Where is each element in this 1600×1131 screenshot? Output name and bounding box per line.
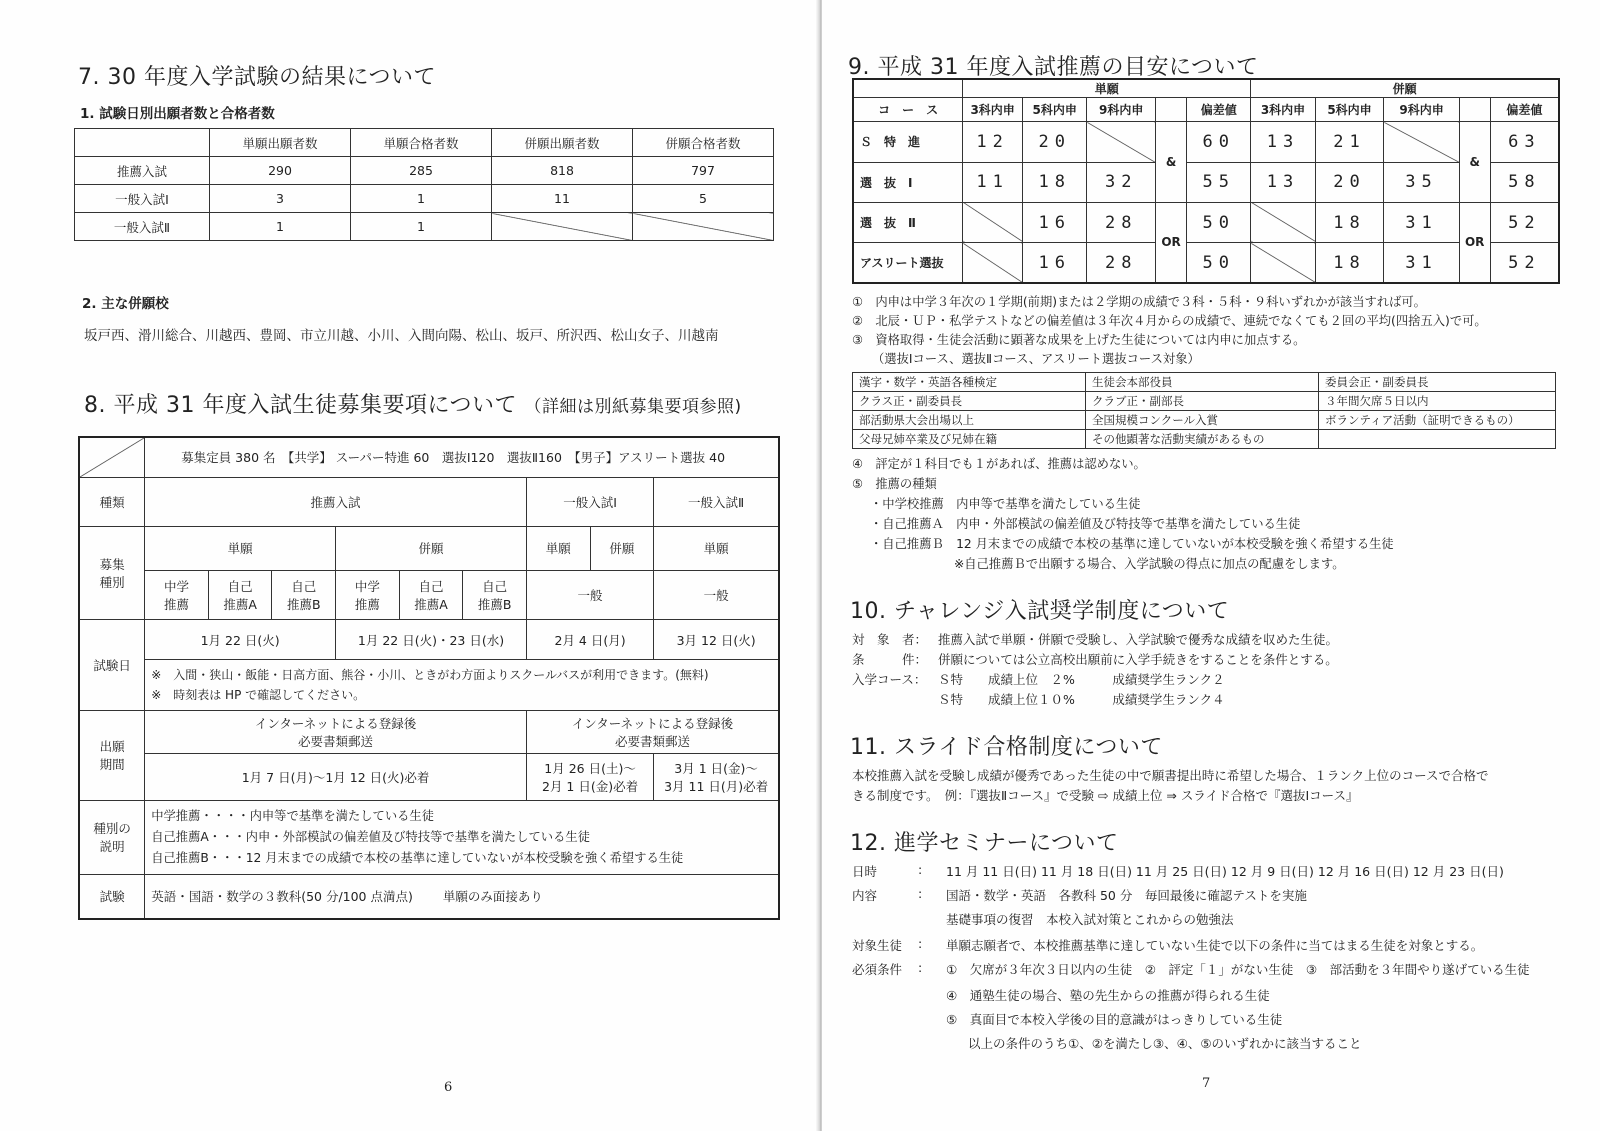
row-label: 推薦入試 [75, 157, 210, 185]
page-number: 6 [444, 1080, 453, 1095]
table-row [853, 162, 1559, 202]
katen-item: 漢字・数学・英語各種検定 [853, 373, 1086, 392]
col-header: 3科内申 [963, 98, 1023, 122]
section-10-title: 10. チャレンジ入試奨学制度について [850, 599, 1230, 624]
col-header: 9科内申 [1087, 98, 1156, 122]
empty-cell [1087, 122, 1156, 162]
cell: 31 [1384, 243, 1459, 283]
capacity: 募集定員 380 名 【共学】 スーパー特進 60 選抜Ⅰ120 選抜Ⅱ160 【男子】アスリート選抜 40 [145, 437, 779, 477]
section-7-subtitle-2: 2. 主な併願校 [82, 296, 169, 312]
connector-header [1156, 98, 1187, 122]
katen-item: ３年間欠席５日以内 [1319, 392, 1556, 411]
line: インターネットによる登録後 [571, 716, 734, 732]
line: 推薦 [354, 597, 380, 613]
cell: 31 [1384, 202, 1459, 242]
label-setsumei [79, 800, 145, 874]
empty-cell [1251, 202, 1315, 242]
bus-notes [145, 660, 779, 711]
application-period: 1月 7 日(月)～1月 12 日(火)必着 [145, 753, 527, 800]
row-label: 一般入試Ⅱ [75, 213, 210, 241]
line: 自己 [291, 579, 317, 595]
katen-item: ボランティア活動（証明できるもの） [1319, 411, 1556, 430]
tangan-header: 単願 [963, 79, 1251, 98]
meyasu-table [852, 78, 1560, 284]
cell: 818 [492, 157, 633, 185]
cell: 290 [210, 157, 351, 185]
s12-hissu-label: 必須条件 [852, 962, 903, 977]
cell: 28 [1087, 202, 1156, 242]
cell: 18 [1315, 243, 1384, 283]
s12-naiyo-2: 基礎事項の復習 本校入試対策とこれからの勉強法 [946, 912, 1234, 927]
note-1: ① 内申は中学３年次の１学期(前期)または２学期の成績で３科・５科・９科いずれかが該当すれば可。 [852, 295, 1426, 309]
cell: 20 [1023, 122, 1087, 162]
subjects: 英語・国語・数学の３教科(50 分/100 点満点) [151, 889, 413, 905]
cell: 11 [963, 162, 1023, 202]
or-connector: OR [1459, 202, 1490, 283]
cell: 797 [633, 157, 774, 185]
type-ippan: 一般 [526, 571, 653, 620]
tangan: 単願 [654, 526, 779, 571]
katen-item: 生徒会本部役員 [1086, 373, 1319, 392]
tangan: 単願 [145, 526, 336, 571]
cell: 32 [1087, 162, 1156, 202]
course-name: Ｓ 特 進 [853, 122, 963, 162]
results-header: 単願出願者数 [210, 129, 351, 157]
cell: 5 [633, 185, 774, 213]
cell: 1 [351, 185, 492, 213]
section-7-subtitle-1: 1. 試験日別出願者数と合格者数 [80, 106, 275, 122]
label-boshu-shubetsu [79, 526, 145, 619]
exam-date: 1月 22 日(火) [145, 620, 336, 660]
label-line: 種別の [93, 821, 131, 837]
table-row [75, 157, 774, 185]
s11-text-2: きる制度です。 例：『選抜Ⅱコース』で受験 ⇨ 成績上位 ⇒ スライド合格で『選抜Ⅰコース』 [852, 788, 1359, 803]
suisen-type: ・自己推薦Ｂ 12 月末までの成績で本校の基準に達していないが本校受験を強く希望する生徒 [870, 537, 1394, 551]
cell: 1 [210, 213, 351, 241]
results-header: 単願合格者数 [351, 129, 492, 157]
label-line: 種別 [99, 574, 125, 590]
s10-taisho: 推薦入試で単願・併願で受験し、入学試験で優秀な成績を収めた生徒。 [938, 632, 1339, 647]
cell: 58 [1490, 162, 1559, 202]
cell: 63 [1490, 122, 1559, 162]
section-8-title-text: 8. 平成 31 年度入試生徒募集要項について [84, 393, 518, 418]
course-header: コ ー ス [853, 98, 963, 122]
and-connector: & [1459, 122, 1490, 203]
s12-naiyo-label: 内容 [852, 888, 878, 903]
ippan2-header: 一般入試Ⅱ [654, 477, 779, 526]
empty-cell [633, 213, 774, 241]
suisen-header: 推薦入試 [145, 477, 527, 526]
line: 推薦 [163, 597, 189, 613]
or-connector: OR [1156, 202, 1187, 283]
col-header: 9科内申 [1384, 98, 1459, 122]
col-header: 偏差値 [1490, 98, 1559, 122]
tangan: 単願 [526, 526, 590, 571]
cell: 12 [963, 122, 1023, 162]
table-row [853, 202, 1559, 242]
exam-date: 3月 12 日(火) [654, 620, 779, 660]
col-header: 偏差値 [1187, 98, 1251, 122]
meyasu-corner [853, 79, 963, 98]
page-number: 7 [1202, 1076, 1211, 1091]
s10-course-1: Ｓ特 成績上位 ２% 成績奨学生ランク２ [938, 672, 1225, 687]
suisen-type: ・自己推薦Ａ 内申・外部模試の偏差値及び特技等で基準を満たしている生徒 [870, 517, 1301, 531]
cell: 21 [1315, 122, 1384, 162]
s12-nichiji-label: 日時 [852, 864, 878, 879]
label-shiken: 試験 [79, 874, 145, 919]
label-line: 期間 [99, 757, 125, 773]
katen-item: その他顕著な活動実績があるもの [1086, 430, 1319, 449]
cell: 50 [1187, 243, 1251, 283]
type-jikoB [463, 571, 527, 620]
s12-condition-summary: 以上の条件のうち①、②を満たし③、④、⑤のいずれかに該当すること [968, 1036, 1362, 1051]
label-line: 出願 [99, 739, 125, 755]
cell: 52 [1490, 243, 1559, 283]
katen-item: クラブ正・副部長 [1086, 392, 1319, 411]
note-3-sub: （選抜Ⅰコース、選抜Ⅱコース、アスリート選抜コース対象） [872, 352, 1200, 366]
bus-note: ※ 入間・狭山・飯能・日高方面、熊谷・小川、ときがわ方面よりスクールバスが利用できます。(無料) [151, 668, 709, 683]
suisen-type: ・中学校推薦 内申等で基準を満たしている生徒 [870, 497, 1141, 511]
heigan: 併願 [336, 526, 527, 571]
exam-subjects [145, 874, 779, 919]
section-7-title: 7. 30 年度入学試験の結果について [78, 65, 437, 90]
note-5: ⑤ 推薦の種類 [852, 477, 937, 491]
cell: 55 [1187, 162, 1251, 202]
type-jikoA [208, 571, 272, 620]
label-shutsugan [79, 711, 145, 800]
table-row [853, 243, 1559, 283]
note-3: ③ 資格取得・生徒会活動に顕著な成果を上げた生徒については内申に加点する。 [852, 333, 1306, 347]
cell: 28 [1087, 243, 1156, 283]
results-table [74, 128, 774, 241]
s12-condition: ① 欠席が３年次３日以内の生徒 ② 評定「１」がない生徒 ③ 部活動を３年間やり遂げている生徒 [946, 962, 1530, 977]
s12-taisho-label: 対象生徒 [852, 938, 903, 953]
type-jikoB [272, 571, 336, 620]
desc-line: 中学推薦・・・・内申等で基準を満たしている生徒 [151, 808, 435, 823]
results-corner [75, 129, 210, 157]
ippan1-header: 一般入試Ⅰ [526, 477, 653, 526]
cell: 60 [1187, 122, 1251, 162]
label-line: 募集 [99, 556, 125, 572]
katen-item: 部活動県大会出場以上 [853, 411, 1086, 430]
s10-course-label: 入学コース： [852, 672, 927, 687]
katen-item [1319, 430, 1556, 449]
empty-cell [492, 213, 633, 241]
application-period [654, 753, 779, 800]
exam-date: 2月 4 日(月) [526, 620, 653, 660]
cell: 16 [1023, 202, 1087, 242]
section-8-note: （詳細は別紙募集要項参照) [524, 397, 742, 417]
line: 自己 [418, 579, 444, 595]
katen-item: 委員会正・副委員長 [1319, 373, 1556, 392]
table-row [75, 185, 774, 213]
cell: 11 [492, 185, 633, 213]
course-name: アスリート選抜 [853, 243, 963, 283]
line: 中学 [354, 579, 380, 595]
label-line: 説明 [99, 839, 125, 855]
s10-joken: 併願については公立高校出願前に入学手続きをすることを条件とする。 [938, 652, 1338, 667]
heigan-header: 併願 [1251, 79, 1559, 98]
section-8-title [84, 388, 742, 419]
type-jikoA [399, 571, 463, 620]
s10-course-2: Ｓ特 成績上位１０% 成績奨学生ランク４ [938, 692, 1225, 707]
line: 2月 1 日(金)必着 [542, 778, 639, 794]
s12-condition: ④ 通塾生徒の場合、塾の先生からの推薦が得られる生徒 [946, 988, 1270, 1003]
cell: 35 [1384, 162, 1459, 202]
interview: 単願のみ面接あり [442, 889, 543, 905]
katen-table [852, 372, 1556, 449]
empty-cell [963, 243, 1023, 283]
section-11-title: 11. スライド合格制度について [850, 735, 1163, 760]
empty-cell [963, 202, 1023, 242]
label-shikenbi: 試験日 [79, 620, 145, 711]
course-name: 選 抜 Ⅱ [853, 202, 963, 242]
empty-cell [1384, 122, 1459, 162]
course-name: 選 抜 Ⅰ [853, 162, 963, 202]
cell: 13 [1251, 122, 1315, 162]
line: 中学 [163, 579, 189, 595]
katen-item: 父母兄姉卒業及び兄姉在籍 [853, 430, 1086, 449]
type-ippan: 一般 [654, 571, 779, 620]
line: 自己 [482, 579, 508, 595]
col-header: 5科内申 [1023, 98, 1087, 122]
cell: 1 [351, 213, 492, 241]
desc-line: 自己推薦A・・・内申・外部模試の偏差値及び特技等で基準を満たしている生徒 [151, 829, 590, 844]
exam-date: 1月 22 日(火)・23 日(水) [336, 620, 527, 660]
colon: : [918, 862, 923, 877]
s12-taisho: 単願志願者で、本校推薦基準に達していない生徒で以下の条件に当てはまる生徒を対象とする。 [946, 938, 1484, 953]
boshu-corner [79, 437, 145, 477]
and-connector: & [1156, 122, 1187, 203]
note-4: ④ 評定が１科目でも１があれば、推薦は認めない。 [852, 457, 1146, 471]
cell: 18 [1315, 202, 1384, 242]
katen-item: 全国規模コンクール入賞 [1086, 411, 1319, 430]
katen-item: クラス正・副委員長 [853, 392, 1086, 411]
col-header: 3科内申 [1251, 98, 1315, 122]
s12-naiyo-1: 国語・数学・英語 各教科 50 分 毎回最後に確認テストを実施 [946, 888, 1307, 903]
line: 1月 26 日(土)～ [544, 760, 636, 776]
connector-header [1459, 98, 1490, 122]
cell: 3 [210, 185, 351, 213]
cell: 13 [1251, 162, 1315, 202]
bus-note: ※ 時刻表は HP で確認してください。 [151, 688, 366, 703]
col-header: 5科内申 [1315, 98, 1384, 122]
s10-taisho-label: 対 象 者： [852, 632, 928, 647]
cell: 18 [1023, 162, 1087, 202]
boshu-table [78, 436, 780, 920]
cell: 16 [1023, 243, 1087, 283]
results-header: 併願合格者数 [633, 129, 774, 157]
empty-cell [1251, 243, 1315, 283]
line: 必要書類郵送 [298, 734, 374, 750]
label-shurui: 種類 [79, 477, 145, 526]
note-2: ② 北辰・ＵＰ・私学テストなどの偏差値は３年次４月からの成績で、連続でなくても２回の平均(四捨五入)で可。 [852, 314, 1487, 328]
schools-list: 坂戸西、滑川総合、川越西、豊岡、市立川越、小川、入間向陽、松山、坂戸、所沢西、松山女子、川越南 [84, 328, 719, 344]
s11-text-1: 本校推薦入試を受験し成績が優秀であった生徒の中で願書提出時に希望した場合、１ランク上位のコースで合格で [852, 768, 1489, 783]
desc-line: 自己推薦B・・・12 月末までの成績で本校の基準に達していないが本校受験を強く希望する生徒 [151, 850, 684, 865]
colon: : [918, 960, 923, 975]
net-registration [145, 711, 527, 753]
line: 必要書類郵送 [614, 734, 690, 750]
section-9-title: 9. 平成 31 年度入試推薦の目安について [848, 55, 1259, 80]
results-header: 併願出願者数 [492, 129, 633, 157]
s12-condition: ⑤ 真面目で本校入学後の目的意識がはっきりしている生徒 [946, 1012, 1283, 1027]
cell: 20 [1315, 162, 1384, 202]
table-row [853, 122, 1559, 162]
suisen-type-note: ※自己推薦Ｂで出願する場合、入学試験の得点に加点の配慮をします。 [954, 557, 1345, 571]
line: 推薦A [223, 597, 257, 613]
line: 自己 [227, 579, 253, 595]
application-period [526, 753, 653, 800]
cell: 50 [1187, 202, 1251, 242]
s10-joken-label: 条 件： [852, 652, 928, 667]
colon: : [918, 886, 923, 901]
line: 推薦B [286, 597, 321, 613]
type-chugaku [336, 571, 400, 620]
heigan: 併願 [590, 526, 654, 571]
s12-nichiji: 11 月 11 日(日) 11 月 18 日(日) 11 月 25 日(日) 12 月 9 日(日) 12 月 16 日(日) 12 月 23 日(日) [946, 864, 1504, 879]
line: インターネットによる登録後 [254, 716, 417, 732]
colon: : [918, 936, 923, 951]
cell: 52 [1490, 202, 1559, 242]
table-row [75, 213, 774, 241]
right-page [822, 0, 1600, 1131]
line: 3月 11 日(月)必着 [664, 778, 769, 794]
line: 推薦B [477, 597, 512, 613]
line: 推薦A [414, 597, 448, 613]
row-label: 一般入試Ⅰ [75, 185, 210, 213]
line: 3月 1 日(金)～ [674, 760, 758, 776]
type-descriptions [145, 800, 779, 874]
type-chugaku [145, 571, 209, 620]
net-registration [526, 711, 779, 753]
section-12-title: 12. 進学セミナーについて [850, 831, 1119, 856]
cell: 285 [351, 157, 492, 185]
